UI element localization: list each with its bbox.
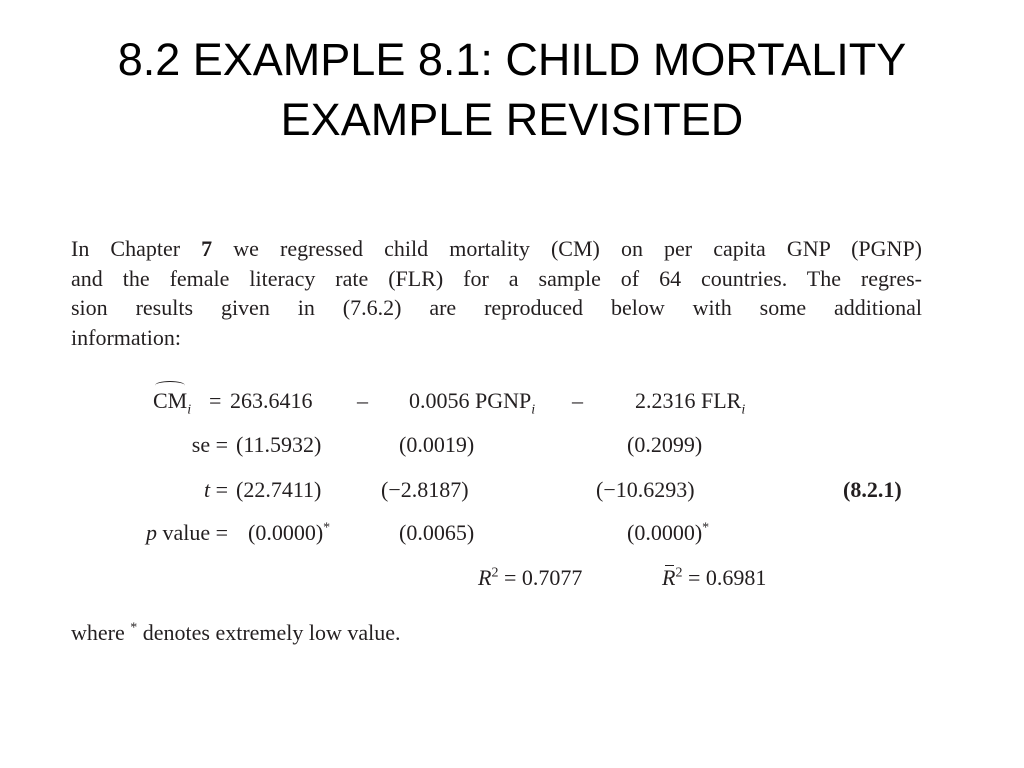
paragraph-line-2: and the female literacy rate (FLR) for a sample of 64 countries. The regres- [71, 265, 922, 291]
p-flr-value: (0.0000) [627, 520, 703, 545]
se-pgnp: (0.0019) [399, 432, 475, 457]
p-symbol: p [145, 520, 157, 545]
paragraph-line-1 [71, 234, 922, 264]
intro-paragraph [71, 234, 922, 352]
superscript: 2 [491, 565, 499, 581]
adjusted-r-squared-value: = 0.6981 [682, 565, 767, 590]
intercept-value: 263.6416 [230, 388, 313, 413]
p-value-label [100, 520, 228, 546]
p-flr [627, 520, 709, 546]
se-label: se = [191, 432, 228, 457]
r-squared-value: = 0.7077 [498, 565, 583, 590]
superscript: 2 [675, 565, 683, 581]
subscript: i [741, 402, 746, 418]
p-label-text: value = [156, 520, 228, 545]
r-symbol: R [478, 565, 492, 590]
subscript: i [531, 402, 536, 418]
t-symbol: t [203, 477, 211, 502]
p-pgnp: (0.0065) [399, 520, 475, 545]
equation-lhs [153, 388, 192, 418]
paragraph-line-3: sion results given in (7.6.2) are reproduced below with some additional [71, 295, 922, 320]
asterisk: * [702, 520, 710, 536]
paragraph-text: we regressed child mortality (CM) on per capita GNP (PGNP) [212, 236, 923, 261]
r-bar-symbol: R [662, 565, 676, 590]
equals-sign: = [209, 388, 222, 413]
minus-sign: – [357, 388, 368, 413]
paragraph-line-4: information: [71, 324, 181, 350]
slide-title-line-1: 8.2 EXAMPLE 8.1: CHILD MORTALITY [117, 34, 907, 85]
pgnp-term [409, 388, 536, 418]
adjusted-r-squared [662, 565, 766, 591]
asterisk: * [323, 520, 331, 536]
asterisk: * [130, 620, 138, 636]
minus-sign: – [572, 388, 583, 413]
flr-coef: 2.2316 FLR [635, 388, 742, 413]
t-pgnp: (−2.8187) [381, 477, 469, 502]
se-flr: (0.2099) [627, 432, 703, 457]
equals-sign: = [210, 477, 228, 502]
equation-number: (8.2.1) [843, 477, 902, 502]
p-intercept-value: (0.0000) [248, 520, 324, 545]
t-intercept: (22.7411) [236, 477, 322, 502]
paragraph-text: In Chapter [71, 236, 202, 261]
r-squared [478, 565, 582, 591]
t-flr: (−10.6293) [596, 477, 695, 502]
slide-title [0, 30, 1024, 150]
t-label [150, 477, 228, 503]
cm-hat: CM [153, 388, 188, 413]
footnote-text: denotes extremely low value. [137, 620, 401, 645]
chapter-link: 7 [201, 236, 213, 261]
p-intercept [248, 520, 330, 546]
se-intercept: (11.5932) [236, 432, 322, 457]
pgnp-coef: 0.0056 PGNP [409, 388, 532, 413]
flr-term [635, 388, 746, 418]
footnote [71, 620, 401, 646]
subscript: i [187, 402, 192, 418]
slide-title-line-2: EXAMPLE REVISITED [280, 94, 744, 145]
footnote-text: where [71, 620, 131, 645]
